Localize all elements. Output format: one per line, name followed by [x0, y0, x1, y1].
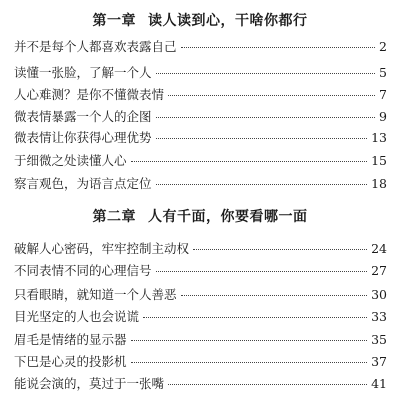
chapter-2-number: 第二章	[92, 209, 136, 225]
entry-title: 不同表情不同的心理信号	[14, 263, 152, 278]
toc-entry[interactable]	[14, 240, 387, 258]
dot-leader	[156, 73, 376, 74]
toc-entry[interactable]	[14, 262, 387, 280]
dot-leader	[156, 184, 368, 185]
page-number: 24	[371, 241, 387, 256]
toc-entry[interactable]	[14, 286, 387, 304]
page-number: 5	[379, 65, 387, 80]
chapter-1-heading	[0, 10, 400, 30]
entry-title: 下巴是心灵的投影机	[14, 354, 127, 369]
page-number: 9	[379, 109, 387, 124]
dot-leader	[131, 161, 368, 162]
dot-leader	[143, 317, 367, 318]
page-number: 30	[371, 287, 387, 302]
dot-leader	[168, 95, 375, 96]
page-number: 15	[371, 153, 387, 168]
toc-entry[interactable]	[14, 175, 387, 193]
page-number: 13	[371, 130, 387, 145]
page-number: 35	[371, 332, 387, 347]
toc-entry[interactable]	[14, 129, 387, 147]
toc-entry[interactable]	[14, 331, 387, 349]
chapter-2-title: 人有千面，你要看哪一面	[148, 209, 308, 225]
dot-leader	[131, 362, 368, 363]
entry-title: 微表情让你获得心理优势	[14, 130, 152, 145]
toc-entry[interactable]	[14, 64, 387, 82]
page-number: 41	[371, 376, 387, 391]
toc-entry[interactable]	[14, 375, 387, 393]
toc-entry[interactable]	[14, 108, 387, 126]
chapter-1-title: 读人读到心，干啥你都行	[148, 13, 308, 29]
dot-leader	[168, 384, 367, 385]
page-number: 2	[379, 39, 387, 54]
dot-leader	[156, 271, 368, 272]
toc-entry[interactable]	[14, 152, 387, 170]
entry-title: 人心难测？是你不懂微表情	[14, 87, 165, 102]
dot-leader	[131, 340, 368, 341]
chapter-1-number: 第一章	[92, 13, 136, 29]
page-number: 18	[371, 176, 387, 191]
entry-title: 并不是每个人都喜欢表露自己	[14, 39, 177, 54]
entry-title: 破解人心密码，牢牢控制主动权	[14, 241, 190, 256]
entry-title: 于细微之处读懂人心	[14, 153, 127, 168]
entry-title: 微表情暴露一个人的企图	[14, 109, 152, 124]
entry-title: 眉毛是情绪的显示器	[14, 332, 127, 347]
entry-title: 察言观色，为语言点定位	[14, 176, 152, 191]
entry-title: 目光坚定的人也会说谎	[14, 309, 140, 324]
toc-entry[interactable]	[14, 308, 387, 326]
entry-title: 能说会演的，莫过于一张嘴	[14, 376, 165, 391]
dot-leader	[193, 249, 367, 250]
toc-entry[interactable]	[14, 38, 387, 56]
page-number: 7	[379, 87, 387, 102]
dot-leader	[181, 295, 368, 296]
dot-leader	[156, 138, 368, 139]
dot-leader	[181, 47, 376, 48]
dot-leader	[156, 117, 376, 118]
entry-title: 读懂一张脸，了解一个人	[14, 65, 152, 80]
toc-entry[interactable]	[14, 353, 387, 371]
toc-entry[interactable]	[14, 86, 387, 104]
chapter-2-heading	[0, 206, 400, 226]
page-number: 27	[371, 263, 387, 278]
page-number: 37	[371, 354, 387, 369]
entry-title: 只看眼睛，就知道一个人善恶	[14, 287, 177, 302]
page-number: 33	[371, 309, 387, 324]
